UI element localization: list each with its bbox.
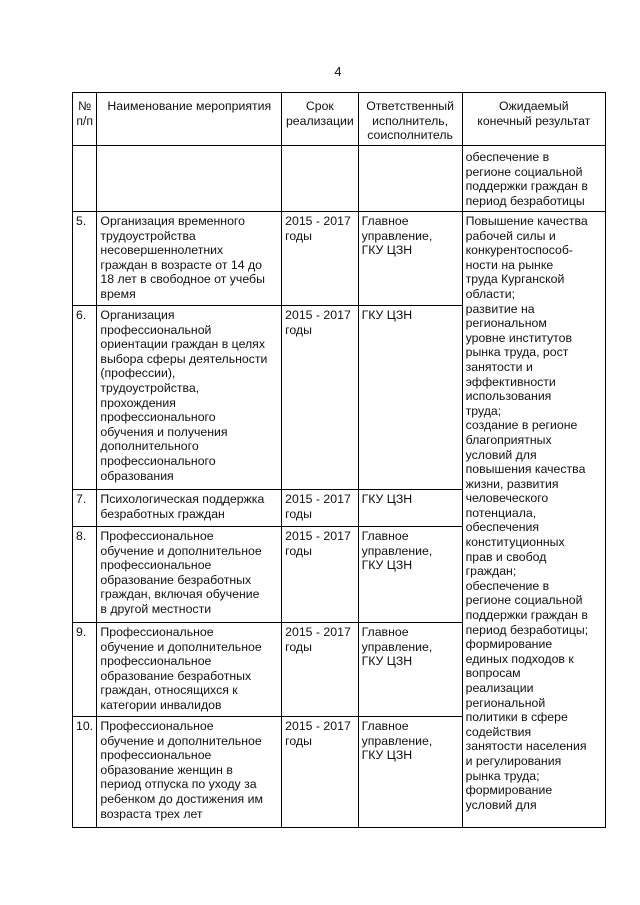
continuation-responsible [358,146,462,212]
table-row [73,212,606,306]
row-name: Организация профессиональной ориентации граждан в целях выбора сферы деятельности (профессии), трудоустройства, прохождения профессионального обучения и получения дополнительного профессионального образования [97,306,282,490]
continuation-term [282,146,358,212]
row-term: 2015 - 2017 годы [282,212,358,306]
row-num: 8. [73,527,97,623]
continuation-result: обеспечение в регионе социальной поддержки граждан в период безработицы [462,146,605,212]
row-term: 2015 - 2017 годы [282,623,358,717]
row-name: Организация временного трудоустройства несовершеннолетних граждан в возрасте от 14 до 18 лет в свободное от учебы время [97,212,282,306]
row-name: Психологическая поддержка безработных граждан [97,490,282,527]
continuation-num [73,146,97,212]
row-num: 7. [73,490,97,527]
header-term: Срок реализации [282,93,358,146]
table-header-row [73,93,606,146]
merged-result: Повышение качества рабочей силы и конкурентоспособ- ности на рынке труда Курганской области; развитие на региональном уровне институтов рынка труда, рост занятости и эффективности использования труда; создание в регионе благоприятных условий для повышения качества жизни, развития человеческого потенциала, обеспечения конституционных прав и свобод граждан; обеспечение в регионе социальной поддержки граждан в период безработицы; формирование единых подходов к вопросам реализации региональной политики в сфере содействия занятости населения и регулирования рынка труда; формирование условий для [462,212,605,828]
measures-table [72,92,606,828]
row-term: 2015 - 2017 годы [282,490,358,527]
row-responsible: Главное управление, ГКУ ЦЗН [358,212,462,306]
row-responsible: Главное управление, ГКУ ЦЗН [358,527,462,623]
row-responsible: ГКУ ЦЗН [358,306,462,490]
header-name: Наименование мероприятия [97,93,282,146]
row-num: 10. [73,717,97,828]
row-term: 2015 - 2017 годы [282,306,358,490]
header-num: № п/п [73,93,97,146]
row-num: 5. [73,212,97,306]
page-number: 4 [334,64,342,79]
row-term: 2015 - 2017 годы [282,717,358,828]
continuation-name [97,146,282,212]
row-name: Профессиональное обучение и дополнительное профессиональное образование безработных граждан, включая обучение в другой местности [97,527,282,623]
row-num: 6. [73,306,97,490]
row-responsible: Главное управление, ГКУ ЦЗН [358,623,462,717]
row-num: 9. [73,623,97,717]
header-responsible: Ответственный исполнитель, соисполнитель [358,93,462,146]
row-name: Профессиональное обучение и дополнительное профессиональное образование безработных граждан, относящихся к категории инвалидов [97,623,282,717]
row-responsible: ГКУ ЦЗН [358,490,462,527]
continuation-row [73,146,606,212]
row-name: Профессиональное обучение и дополнительное профессиональное образование женщин в период отпуска по уходу за ребенком до достижения им возраста трех лет [97,717,282,828]
row-responsible: Главное управление, ГКУ ЦЗН [358,717,462,828]
row-term: 2015 - 2017 годы [282,527,358,623]
header-result: Ожидаемый конечный результат [462,93,605,146]
